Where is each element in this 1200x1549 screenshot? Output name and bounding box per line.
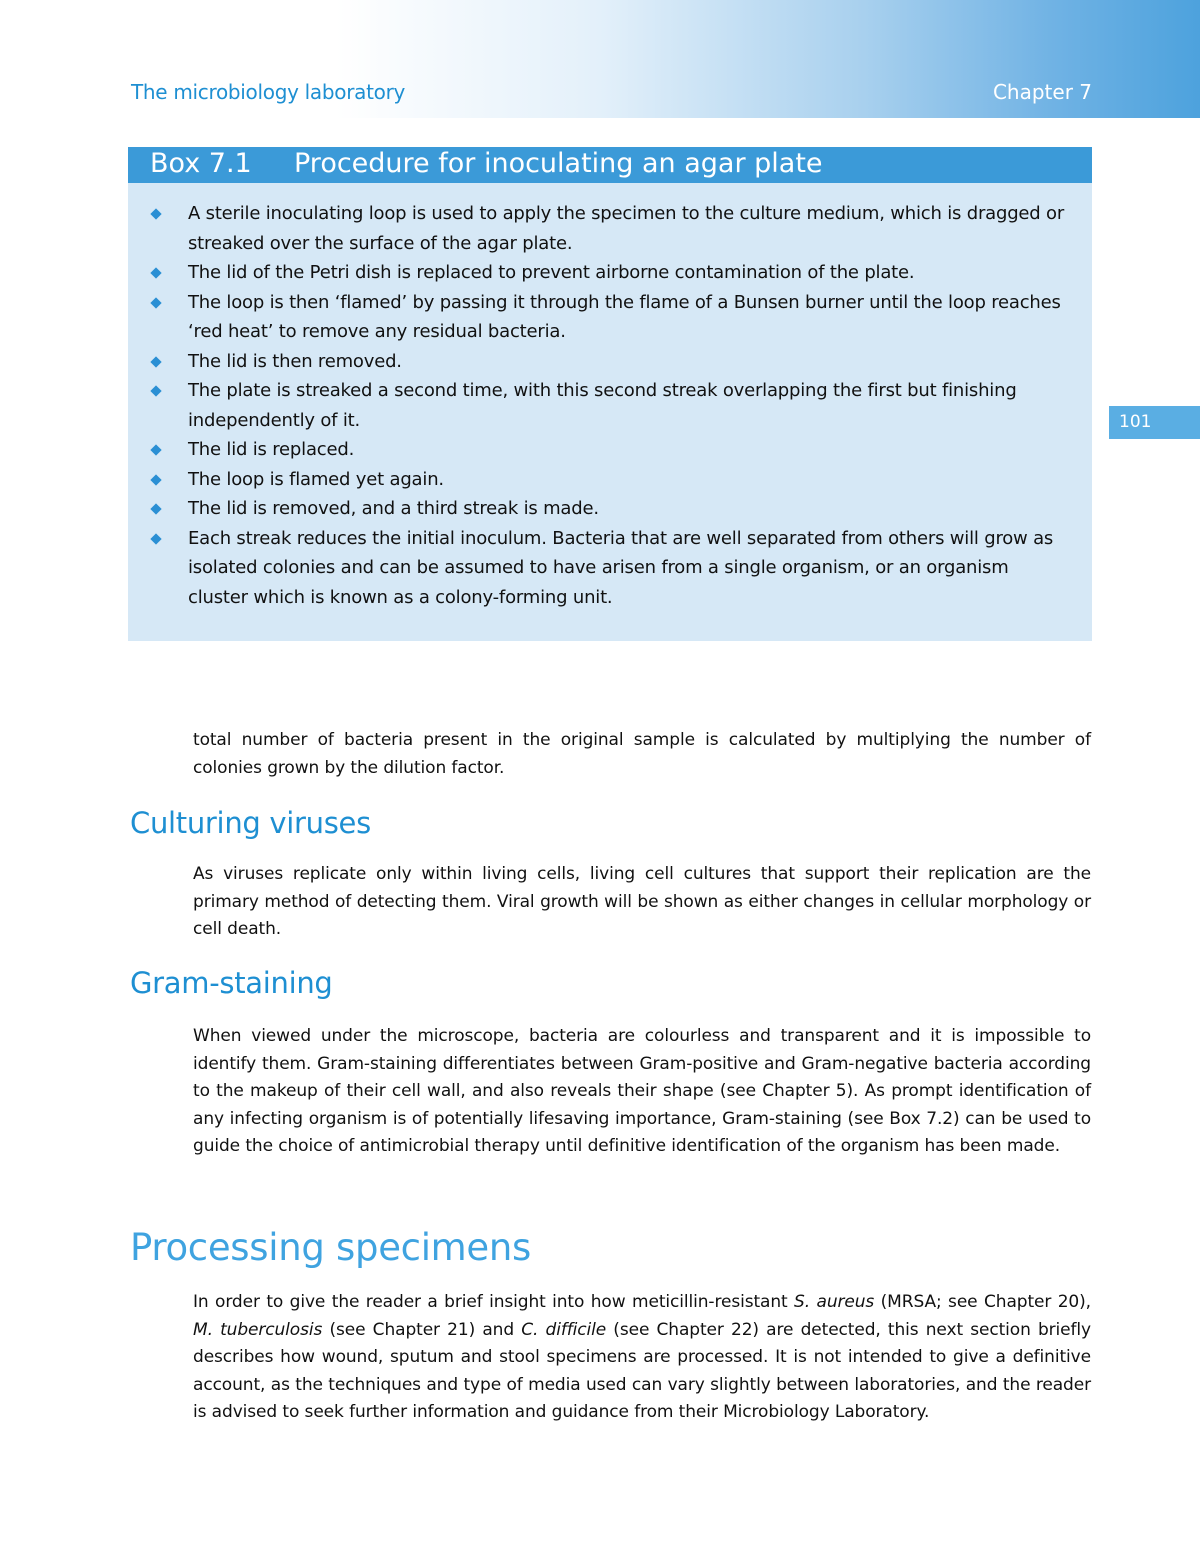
box-title-bar xyxy=(128,147,1092,183)
page-number-tab xyxy=(1109,406,1200,439)
bullet-icon xyxy=(150,267,161,278)
bullet-icon xyxy=(150,533,161,544)
organism-name: M. tuberculosis xyxy=(193,1319,323,1340)
bullet-icon xyxy=(150,444,161,455)
organism-name: C. difficile xyxy=(521,1319,607,1340)
list-item: The loop is then ‘flamed’ by passing it through the flame of a Bunsen burner until the loop reaches ‘red heat’ to remove any residual bacteria. xyxy=(128,288,1092,347)
bullet-icon xyxy=(150,385,161,396)
list-item: The loop is flamed yet again. xyxy=(128,465,1092,495)
heading-processing-specimens: Processing specimens xyxy=(130,1226,532,1269)
list-item: Each streak reduces the initial inoculum. Bacteria that are well separated from others will grow as isolated colonies and can be assumed to have arisen from a single organism, or an organism cluster which is known as a colony-forming unit. xyxy=(128,524,1092,613)
paragraph-processing-specimens: In order to give the reader a brief insight into how meticillin-resistant S. aureus (MRSA; see Chapter 20), M. tuberculosis (see Chapter 21) and C. difficile (see Chapter 22) are detected, this next section briefly describes how wound, sputum and stool specimens are processed. It is not intended to give a definitive account, as the techniques and type of media used can vary slightly between laboratories, and the reader is advised to seek further information and guidance from their Microbiology Laboratory. xyxy=(193,1292,1092,1422)
box-number: Box 7.1 xyxy=(150,148,252,179)
heading-gram-staining: Gram-staining xyxy=(130,966,333,1000)
paragraph-gram-staining: When viewed under the microscope, bacteria are colourless and transparent and it is impossible to identify them. Gram-staining differentiates between Gram-positive and Gram-negative bacteria according to the makeup of their cell wall, and also reveals their shape (see Chapter 5). As prompt identification of any infecting organism is of potentially lifesaving importance, Gram-staining (see Box 7.2) can be used to guide the choice of antimicrobial therapy until definitive identification of the organism has been made. xyxy=(193,1026,1091,1156)
bullet-icon xyxy=(150,297,161,308)
list-item: The lid is then removed. xyxy=(128,347,1092,377)
list-item: A sterile inoculating loop is used to apply the specimen to the culture medium, which is dragged or streaked over the surface of the agar plate. xyxy=(128,199,1092,258)
heading-culturing-viruses: Culturing viruses xyxy=(130,806,371,840)
paragraph-culturing-viruses: As viruses replicate only within living cells, living cell cultures that support their replication are the primary method of detecting them. Viral growth will be shown as either changes in cellular morphology or cell death. xyxy=(193,864,1091,939)
list-item: The lid of the Petri dish is replaced to prevent airborne contamination of the plate. xyxy=(128,258,1092,288)
bullet-icon xyxy=(150,503,161,514)
continuation-paragraph: total number of bacteria present in the original sample is calculated by multiplying the number of colonies grown by the dilution factor. xyxy=(193,730,1091,778)
page-number: 101 xyxy=(1119,412,1152,432)
procedure-box xyxy=(128,147,1092,641)
bullet-icon xyxy=(150,356,161,367)
bullet-icon xyxy=(150,474,161,485)
organism-name: S. aureus xyxy=(794,1292,875,1312)
list-item: The lid is replaced. xyxy=(128,435,1092,465)
list-item: The plate is streaked a second time, with this second streak overlapping the first but finishing independently of it. xyxy=(128,376,1092,435)
box-bullet-list xyxy=(128,199,1092,612)
list-item: The lid is removed, and a third streak is made. xyxy=(128,494,1092,524)
bullet-icon xyxy=(150,208,161,219)
running-chapter: Chapter 7 xyxy=(992,80,1092,104)
box-title: Procedure for inoculating an agar plate xyxy=(294,148,823,179)
running-title: The microbiology laboratory xyxy=(131,80,406,104)
